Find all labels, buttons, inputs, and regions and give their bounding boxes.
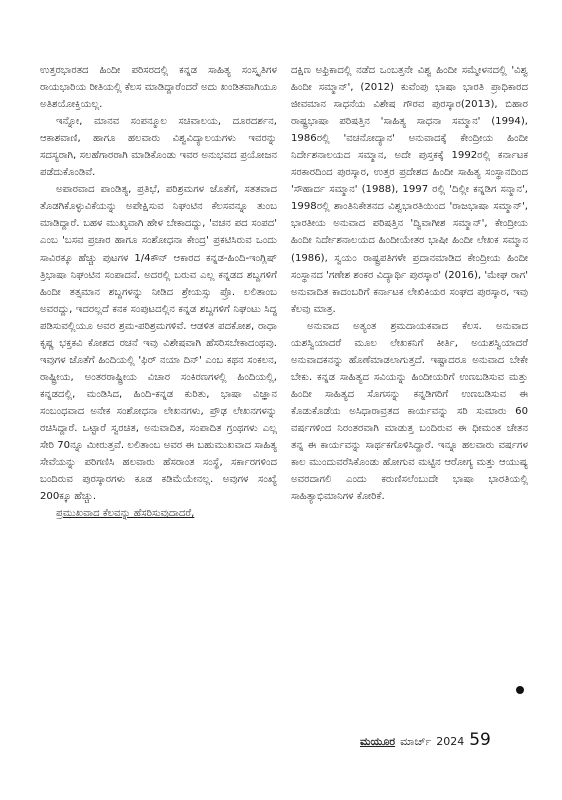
paragraph: ಅನುವಾದ ಅತ್ಯಂತ ಶ್ರಮದಾಯಕವಾದ ಕೆಲಸ. ಅನುವಾದ ಯಶಸ್ವಿಯಾದರೆ ಮೂಲ ಲೇಖಕನಿಗೆ ಕೀರ್ತಿ, ಅಯಶಸ್ವಿಯಾದರೆ ಅನುವಾದಕನನ್ನು ಹೊಣೆಮಾಡಲಾಗುತ್ತದೆ. ಇಷ್ಟಾದರೂ ಅನುವಾದ ಬೇಕೇ ಬೇಕು. ಕನ್ನಡ ಸಾಹಿತ್ಯದ ಸವಿಯನ್ನು ಹಿಂದೀಯರಿಗೆ ಉಣಬಡಿಸುವ ಮತ್ತು ಹಿಂದೀ ಸಾಹಿತ್ಯದ ಸೊಗಸನ್ನು ಕನ್ನಡಿಗರಿಗೆ ಉಣಬಡಿಸುವ ಈ ಕೊಡುಕೊಡೆಯ ಅಸಿಧಾರಾವ್ರತದ ಕಾರ್ಯವನ್ನು ಸರಿ ಸುಮಾರು 60 ವರ್ಷಗಳಿಂದ ನಿರಂತರವಾಗಿ ಮಾಡುತ್ತ ಬಂದಿರುವ ಈ ಧೀಮಂತ ಚೇತನ ತನ್ನ ಈ ಕಾರ್ಯವನ್ನು ಸಾರ್ಥಕಗೊಳಿಸಿದ್ದಾರೆ. ಇನ್ನೂ ಹಲವಾರು ವರ್ಷಗಳ ಕಾಲ ಮುಂದುವರೆಸಿಕೊಂಡು ಹೋಗುವ ಮಟ್ಟಿನ ಆರೋಗ್ಯ ಮತ್ತು ಆಯುಷ್ಯ ಅವರದಾಗಲಿ ಎಂದು ಕರುಣಿಸಲೆಂಬುದೇ ಭಾಷಾ ಭಾರತಿಯಲ್ಲಿ ಸಾಹಿತ್ಯಾಭಿಮಾನಿಗಳ ಕೋರಿಕೆ. xyxy=(291,320,528,503)
paragraph: ದಕ್ಷಿಣ ಅಫ್ರಿಕಾದಲ್ಲಿ ನಡೆದ ಒಂಬತ್ತನೇ ವಿಶ್ವ ಹಿಂದೀ ಸಮ್ಮೇಳನದಲ್ಲಿ 'ವಿಶ್ವ ಹಿಂದೀ ಸಮ್ಮಾನ್', (2012) ಕುವೆಂಪು ಭಾಷಾ ಭಾರತಿ ಪ್ರಾಧಿಕಾರದ ಜೀವಮಾನ ಸಾಧನೆಯ ವಿಶೇಷ ಗೌರವ ಪುರಸ್ಕಾರ(2013), ಬಿಹಾರ ರಾಷ್ಟ್ರಭಾಷಾ ಪರಿಷತ್ತಿನ 'ಸಾಹಿತ್ಯ ಸಾಧನಾ ಸಮ್ಮಾನ' (1994), 1986ರಲ್ಲಿ 'ವಚನೋದ್ಯಾನ' ಅನುವಾದಕ್ಕೆ ಕೇಂದ್ರೀಯ ಹಿಂದೀ ನಿರ್ದೇಶನಾಲಯದ ಸಮ್ಮಾನ, ಅದೇ ಪುಸ್ತಕಕ್ಕೆ 1992ರಲ್ಲಿ ಕರ್ನಾಟಕ ಸರಕಾರದಿಂದ ಪುರಸ್ಕಾರ, ಉತ್ತರ ಪ್ರದೇಶದ ಹಿಂದೀ ಸಾಹಿತ್ಯ ಸಂಸ್ಥಾನದಿಂದ 'ಸೌಹಾರ್ದ ಸಮ್ಮಾನ' (1988), 1997 ರಲ್ಲಿ 'ದಿಲ್ಲೀ ಕನ್ನಡಿಗ ಸನ್ಮಾನ', 1998ರಲ್ಲಿ ಶಾಂತಿನಿಕೇತನದ ವಿಶ್ವಭಾರತಿಯಿಂದ 'ರಾಜಭಾಷಾ ಸಮ್ಮಾನ್', ಭಾರತೀಯ ಅನುವಾದ ಪರಿಷತ್ತಿನ 'ದ್ವಿವಾಗೀಶ ಸಮ್ಮಾನ್', ಕೇಂದ್ರೀಯ ಹಿಂದೀ ನಿರ್ದೇಶನಾಲಯದ ಹಿಂದೀಯೇತರ ಭಾಷೀ ಹಿಂದೀ ಲೇಖಕ ಸಮ್ಮಾನ (1986), ಸ್ವಯಂ ರಾಷ್ಟ್ರಪತಿಗಳೇ ಪ್ರದಾನಮಾಡಿದ ಕೇಂದ್ರೀಯ ಹಿಂದೀ ಸಂಸ್ಥಾನದ 'ಗಣೇಶ ಶಂಕರ ವಿದ್ಯಾರ್ಥಿ ಪುರಸ್ಕಾರ' (2016), 'ಮೇಘ ರಾಗ' ಅನುವಾದಿತ ಕಾದಂಬರಿಗೆ ಕರ್ನಾಟಕ ಲೇಖಿಕಿಯರ ಸಂಘದ ಪುರಸ್ಕಾರ, ಇವು ಕೆಲವು ಮಾತ್ರ. xyxy=(291,65,528,315)
page-footer xyxy=(360,730,491,754)
article-body xyxy=(40,62,528,722)
magazine-name: ಮಯೂರ xyxy=(360,735,396,748)
issue-month: ಮಾರ್ಚ್ xyxy=(400,735,432,748)
paragraph: ಪ್ರಮುಖವಾದ ಕೆಲವನ್ನು ಹೆಸರಿಸುವುದಾದರೆ, xyxy=(56,508,195,520)
left-column xyxy=(40,62,277,722)
right-column xyxy=(291,62,528,722)
paragraph: ಉತ್ತರಭಾರತದ ಹಿಂದೀ ಪರಿಸರದಲ್ಲಿ ಕನ್ನಡ ಸಾಹಿತ್ಯ ಸಂಸ್ಕೃತಿಗಳ ರಾಯಭಾರಿಯ ರೀತಿಯಲ್ಲಿ ಕೆಲಸ ಮಾಡಿದ್ದಾರೆಂದರೆ ಅದು ಖಂಡಿತವಾಗಿಯೂ ಅತಿಶಯೋಕ್ತಿಯಲ್ಲ. xyxy=(40,65,277,111)
paragraph: ಇನ್ನೋ, ಮಾನವ ಸಂಪನ್ಮೂಲ ಸಚಿವಾಲಯ, ದೂರದರ್ಶನ, ಆಕಾಶವಾಣಿ, ಹಾಗೂ ಹಲವಾರು ವಿಶ್ವವಿದ್ಯಾಲಯಗಳು ಇವರನ್ನು ಸದಸ್ಯರಾಗಿ, ಸಲಹೆಗಾರರಾಗಿ ಮಾಡಿಕೊಂಡು ಇವರ ಅನುಭವದ ಪ್ರಯೋಜನ ಪಡೆದುಕೊಂಡಿವೆ. xyxy=(40,116,277,179)
page-number: 59 xyxy=(469,730,491,750)
end-bullet-icon xyxy=(516,686,524,694)
issue-year: 2024 xyxy=(436,735,465,748)
paragraph: ಅಪಾರವಾದ ಪಾಂಡಿತ್ಯ, ಪ್ರತಿಭೆ, ಪರಿಶ್ರಮಗಳ ಜೊತೆಗೆ, ಸತತವಾದ ತೊಡಗಿಕೊಳ್ಳುವಿಕೆಯನ್ನು ಅಪೇಕ್ಷಿಸುವ ನಿಘಂಟಿನ ಕೆಲಸವನ್ನೂ ತುಂಬ ಮಾಡಿದ್ದಾರೆ. ಬಹಳ ಮುಖ್ಯವಾಗಿ ಹೇಳ ಬೇಕಾದದ್ದು, 'ವಚನ ಪದ ಸಂಪದ' ಎಂಬ 'ಬಸವ ಪ್ರಚಾರ ಹಾಗೂ ಸಂಶೋಧನಾ ಕೇಂದ್ರ' ಪ್ರಕಟಿಸಿರುವ ಒಂದು ಸಾವಿರಕ್ಕೂ ಹೆಚ್ಚು ಪುಟಗಳ 1/4ಕೌನ್ ಆಕಾರದ ಕನ್ನಡ-ಹಿಂದಿ-ಇಂಗ್ಲಿಷ್ ತ್ರಿಭಾಷಾ ನಿಘಂಟಿನ ಸಂಪಾದನೆ. ಅದರಲ್ಲಿ ಬರುವ ಎಲ್ಲ ಕನ್ನಡದ ಶಬ್ದಗಳಿಗೆ ಹಿಂದೀ ತತ್ಸಮಾನ ಶಬ್ದಗಳನ್ನು ನೀಡಿದ ಶ್ರೇಯಸ್ಸು ಪ್ರೊ. ಲಲಿತಾಂಬ ಅವರದ್ದು, ಇದರಲ್ಲದೆ ಕನಕ ಸಂಪುಟದಲ್ಲಿನ ಕನ್ನಡ ಶಬ್ದಗಳಿಗೆ ನಿಘಂಟು ಸಿದ್ಧ ಪಡಿಸುವಲ್ಲಿಯೂ ಅವರ ಶ್ರಮ-ಪರಿಶ್ರಮಗಳಿವೆ. ಆಡಳಿತ ಪದಕೋಶ, ರಾಧಾ ಕೃಷ್ಣ ಭಕ್ತಕವಿ ಕೋಶದ ರಚನೆ ಇವು ವಿಶೇಷವಾಗಿ ಹೆಸರಿಸಬೇಕಾದಂಥವು. ಇವುಗಳ ಜೊತೆಗೆ ಹಿಂದಿಯಲ್ಲಿ 'ಫಿರ್ ನಯಾ ದಿನ್' ಎಂಬ ಕಥನ ಸಂಕಲನ, ರಾಷ್ಟ್ರೀಯ, ಅಂತರರಾಷ್ಟ್ರೀಯ ವಿಚಾರ ಸಂಕಿರಣಗಳಲ್ಲಿ ಹಿಂದಿಯಲ್ಲಿ, ಕನ್ನಡದಲ್ಲಿ, ಮಂಡಿಸಿದ, ಹಿಂದಿ-ಕನ್ನಡ ಕುರಿತು, ಭಾಷಾ ವಿಜ್ಞಾನ ಸಂಬಂಧವಾದ ಅನೇಕ ಸಂಶೋಧನಾ ಲೇಖನಗಳು, ಪ್ರೌಢ ಲೇಖನಗಳನ್ನು ರಚಿಸಿದ್ದಾರೆ. ಒಟ್ಟಾರೆ ಸ್ವರಚಿತ, ಅನುವಾದಿತ, ಸಂಪಾದಿತ ಗ್ರಂಥಗಳು ಎಲ್ಲ ಸೇರಿ 70ನ್ನೂ ಮೀರುತ್ತವೆ. ಲಲಿತಾಂಬ ಅವರ ಈ ಬಹುಮುಖವಾದ ಸಾಹಿತ್ಯ ಸೇವೆಯನ್ನು ಪರಿಗಣಿಸಿ ಹಲವಾರು ಹೆಸರಾಂತ ಸಂಸ್ಥೆ, ಸರ್ಕಾರಗಳಿಂದ ಬಂದಿರುವ ಪುರಸ್ಕಾರಗಳು ಕೂಡ ಕಡಿಮೆಯೇನಲ್ಲ. ಅವುಗಳ ಸಂಖ್ಯೆ 200ಕ್ಕೂ ಹೆಚ್ಚು. xyxy=(40,184,277,503)
